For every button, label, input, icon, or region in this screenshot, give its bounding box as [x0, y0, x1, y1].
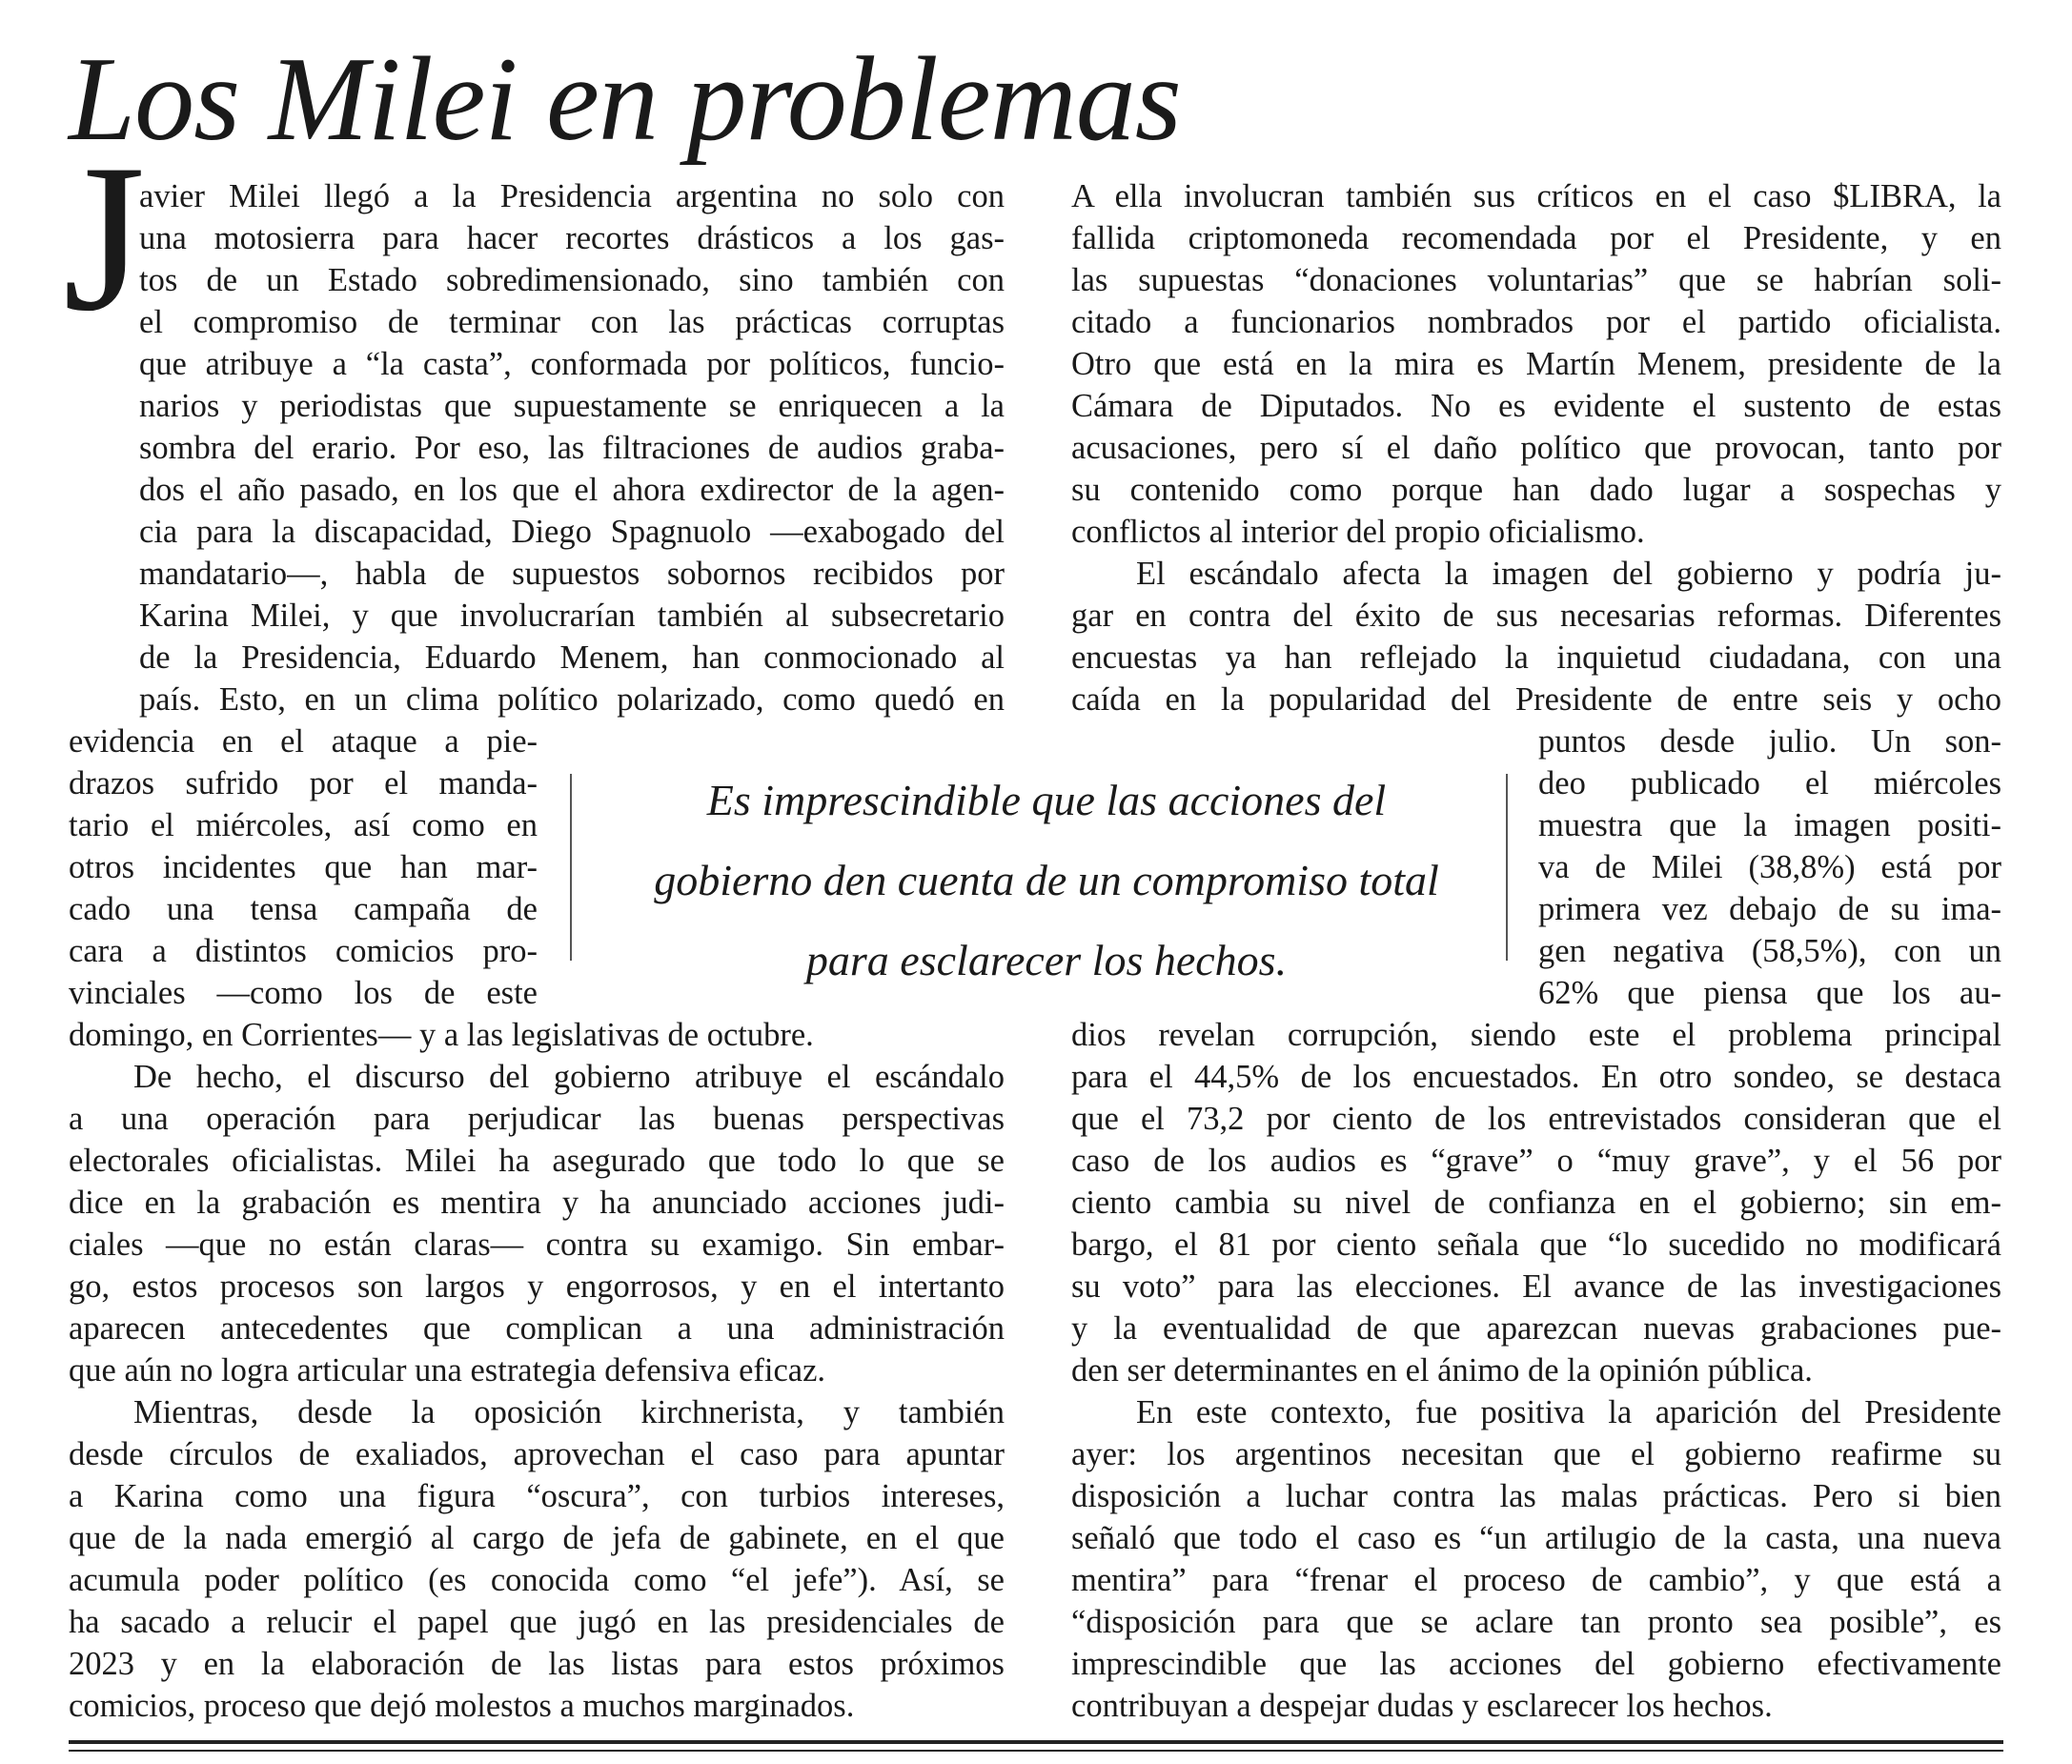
text-line: muestra que la imagen positi- [1538, 807, 2001, 843]
pull-quote-right-rule [1506, 774, 1508, 961]
paragraph-intro-end [69, 1014, 1005, 1056]
text-line: que de la nada emergió al cargo de jefa de gabinete, en el que [69, 1520, 1005, 1556]
text-line: go, estos procesos son largos y engorrosos, y en el intertanto [69, 1268, 1005, 1305]
text-line: evidencia en el ataque a pie- [69, 723, 538, 760]
text-line: mentira” para “frenar el proceso de cambio”, y que está a [1071, 1562, 2001, 1598]
text-line: mandatario—, habla de supuestos sobornos recibidos por [139, 556, 1005, 592]
text-line: caso de los audios es “grave” o “muy grave”, y el 56 por [1071, 1143, 2001, 1179]
text-line: caída en la popularidad del Presidente de entre seis y ocho [1071, 681, 2001, 718]
paragraph-conclusion [1071, 1391, 2001, 1727]
text-line: comicios, proceso que dejó molestos a muchos marginados. [69, 1688, 855, 1724]
paragraph-polls [1071, 553, 2001, 720]
text-line: bargo, el 81 por ciento señala que “lo sucedido no modificará [1071, 1227, 2001, 1263]
text-line: su voto” para las elecciones. El avance de las investigaciones [1071, 1268, 2001, 1305]
bottom-rule-thick [69, 1740, 2003, 1744]
text-line: “disposición para que se aclare tan pronto sea posible”, es [1071, 1604, 2001, 1640]
text-line: va de Milei (38,8%) está por [1538, 849, 2001, 885]
text-line: avier Milei llegó a la Presidencia argentina no solo con [139, 178, 1005, 214]
text-line: gar en contra del éxito de sus necesarias reformas. Diferentes [1071, 598, 2001, 634]
text-line: En este contexto, fue positiva la aparición del Presidente [1136, 1394, 2001, 1430]
text-line: domingo, en Corrientes— y a las legislativas de octubre. [69, 1017, 814, 1053]
text-line: tos de un Estado sobredimensionado, sino también con [139, 262, 1005, 298]
text-line: señaló que todo el caso es “un artilugio de la casta, una nueva [1071, 1520, 2001, 1556]
paragraph-libra-case [1071, 175, 2001, 553]
text-line: Mientras, desde la oposición kirchnerista, y también [133, 1394, 1005, 1430]
text-line: ayer: los argentinos necesitan que el gobierno reafirme su [1071, 1436, 2001, 1472]
text-line: deo publicado el miércoles [1538, 765, 2001, 801]
text-line: narios y periodistas que supuestamente se enriquecen a la [139, 388, 1005, 424]
text-line: aparecen antecedentes que complican a una administración [69, 1310, 1005, 1347]
text-line: Otro que está en la mira es Martín Menem, presidente de la [1071, 346, 2001, 382]
text-line: ciento cambia su nivel de confianza en el gobierno; sin em- [1071, 1185, 2001, 1221]
text-line: puntos desde julio. Un son- [1538, 723, 2001, 760]
text-line: cado una tensa campaña de [69, 891, 538, 927]
text-line: gen negativa (58,5%), con un [1538, 933, 2001, 969]
text-line: acusaciones, pero sí el daño político que provocan, tanto por [1071, 430, 2001, 466]
text-line: que el 73,2 por ciento de los entrevistados consideran que el [1071, 1101, 2001, 1137]
text-line: de la Presidencia, Eduardo Menem, han conmocionado al [139, 639, 1005, 676]
drop-cap: J [63, 121, 146, 355]
text-line: desde círculos de exaliados, aprovechan el caso para apuntar [69, 1436, 1005, 1472]
text-line: El escándalo afecta la imagen del gobierno y podría ju- [1136, 556, 2001, 592]
text-line: acumula poder político (es conocida como “el jefe”). Así, se [69, 1562, 1005, 1598]
text-line: citado a funcionarios nombrados por el partido oficialista. [1071, 304, 2001, 340]
paragraph-intro-narrow [69, 720, 538, 1014]
paragraph-polls-narrow [1538, 720, 2001, 1014]
text-line: Karina Milei, y que involucrarían también al subsecretario [139, 598, 1005, 634]
text-line: conflictos al interior del propio oficialismo. [1071, 514, 1645, 550]
text-line: 2023 y en la elaboración de las listas para estos próximos [69, 1646, 1005, 1682]
text-line: que aún no logra articular una estrategia defensiva eficaz. [69, 1352, 826, 1389]
paragraph-government-response [69, 1056, 1005, 1391]
bottom-rule-thin [69, 1750, 2003, 1752]
text-line: De hecho, el discurso del gobierno atribuye el escándalo [133, 1059, 1005, 1095]
text-line: para el 44,5% de los encuestados. En otro sondeo, se destaca [1071, 1059, 2001, 1095]
pull-quote [572, 760, 1521, 1001]
paragraph-polls-rest [1071, 1014, 2001, 1391]
text-line: cara a distintos comicios pro- [69, 933, 538, 969]
text-line: el compromiso de terminar con las prácticas corruptas [139, 304, 1005, 340]
text-line: drazos sufrido por el manda- [69, 765, 538, 801]
text-line: electorales oficialistas. Milei ha asegurado que todo lo que se [69, 1143, 1005, 1179]
paragraph-opposition [69, 1391, 1005, 1727]
text-line: 62% que piensa que los au- [1538, 975, 2001, 1011]
text-line: vinciales —como los de este [69, 975, 538, 1011]
paragraph-intro [139, 175, 1005, 720]
text-line: dice en la grabación es mentira y ha anunciado acciones judi- [69, 1185, 1005, 1221]
pull-quote-line: para esclarecer los hechos. [805, 936, 1288, 984]
text-line: den ser determinantes en el ánimo de la opinión pública. [1071, 1352, 1813, 1389]
text-line: cia para la discapacidad, Diego Spagnuolo —exabogado del [139, 514, 1005, 550]
text-line: a Karina como una figura “oscura”, con turbios intereses, [69, 1478, 1005, 1514]
headline: Los Milei en problemas [69, 33, 1181, 166]
text-line: que atribuye a “la casta”, conformada por políticos, funcio- [139, 346, 1005, 382]
text-line: y la eventualidad de que aparezcan nuevas grabaciones pue- [1071, 1310, 2001, 1347]
text-line: fallida criptomoneda recomendada por el Presidente, y en [1071, 220, 2001, 256]
text-line: dos el año pasado, en los que el ahora exdirector de la agen- [139, 472, 1005, 508]
text-line: disposición a luchar contra las malas prácticas. Pero si bien [1071, 1478, 2001, 1514]
text-line: imprescindible que las acciones del gobierno efectivamente [1071, 1646, 2001, 1682]
text-line: otros incidentes que han mar- [69, 849, 538, 885]
text-line: A ella involucran también sus críticos en el caso $LIBRA, la [1071, 178, 2001, 214]
text-line: ciales —que no están claras— contra su examigo. Sin embar- [69, 1227, 1005, 1263]
text-line: ha sacado a relucir el papel que jugó en las presidenciales de [69, 1604, 1005, 1640]
text-line: sombra del erario. Por eso, las filtraciones de audios graba- [139, 430, 1005, 466]
pull-quote-line: Es imprescindible que las acciones del [706, 776, 1387, 824]
text-line: las supuestas “donaciones voluntarias” que se habrían soli- [1071, 262, 2001, 298]
text-line: tario el miércoles, así como en [69, 807, 538, 843]
text-line: su contenido como porque han dado lugar a sospechas y [1071, 472, 2001, 508]
text-line: primera vez debajo de su ima- [1538, 891, 2001, 927]
text-line: encuestas ya han reflejado la inquietud ciudadana, con una [1071, 639, 2001, 676]
pull-quote-line: gobierno den cuenta de un compromiso total [654, 856, 1439, 904]
text-line: Cámara de Diputados. No es evidente el sustento de estas [1071, 388, 2001, 424]
text-line: dios revelan corrupción, siendo este el problema principal [1071, 1017, 2001, 1053]
text-line: una motosierra para hacer recortes drásticos a los gas- [139, 220, 1005, 256]
text-line: a una operación para perjudicar las buenas perspectivas [69, 1101, 1005, 1137]
text-line: contribuyan a despejar dudas y esclarecer los hechos. [1071, 1688, 1773, 1724]
text-line: país. Esto, en un clima político polarizado, como quedó en [139, 681, 1005, 718]
